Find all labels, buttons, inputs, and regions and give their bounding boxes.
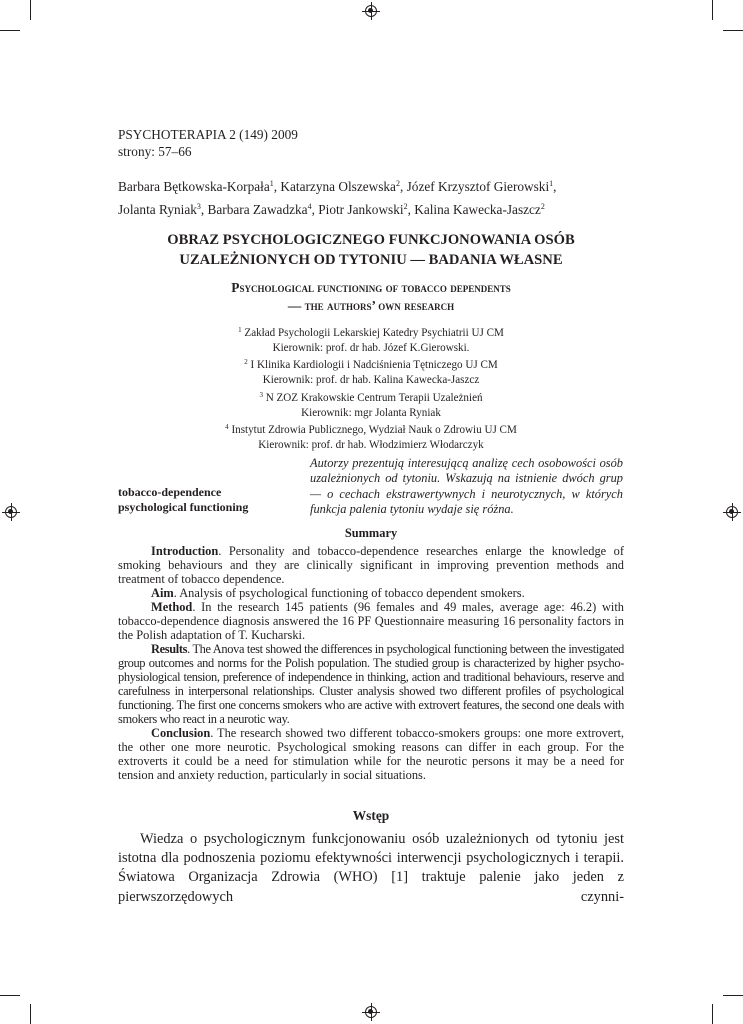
author-name: Kalina Kawecka-Jaszcz	[414, 202, 541, 217]
summary-conclusion: Conclusion. The research showed two different tobacco-smokers groups: one more extrovert, the other one more neurotic. Psychological smoking reasons can differ in each group. For the extroverts it could be a need for stimulation while for the neurotic persons it may be a need for tension and anxiety reduction, particularly in social situations.	[118, 726, 624, 782]
affiliation-head: Kierownik: prof. dr hab. Włodzimierz Włodarczyk	[258, 438, 484, 451]
article-title-polish: OBRAZ PSYCHOLOGICZNEGO FUNKCJONOWANIA OSÓB UZALEŻNIONYCH OD TYTONIU — BADANIA WŁASNE	[167, 232, 575, 268]
crop-mark-tr-v	[712, 0, 713, 20]
summary-results: Results. The Anova test showed the differences in psychological functioning between the investigated group outcomes and norms for the Polish population. The studied group is characterized by higher psycho-physiological tension, preference of independence in thinking, action and traditional behaviours, reserve and carefulness in interpersonal relationships. Cluster analysis showed two different profiles of psychological functioning. The first one concerns smokers who are active with extrovert features, the second one deals with smokers who react in a neurotic way.	[118, 642, 624, 726]
registration-mark-left-icon	[5, 506, 17, 518]
crop-mark-br-v	[712, 1004, 713, 1024]
keywords	[118, 485, 248, 515]
abstract-polish: Autorzy prezentują interesującą analizę cech osobowości osób uzależnionych od tytoniu. Wskazują na istnienie dwóch grup — o cechach ekstrawertywnych i neurotycznych, w których funkcja palenia tytoniu wydaje się różna.	[310, 456, 623, 516]
keyword: tobacco-dependence	[118, 485, 222, 499]
crop-mark-bl-v	[30, 1004, 31, 1024]
summary-heading: Summary	[344, 526, 398, 540]
author-name: Barbara Bętkowska-Korpała	[118, 179, 270, 194]
registration-mark-top-icon	[365, 5, 377, 17]
registration-mark-bottom-icon	[365, 1006, 377, 1018]
journal-header	[118, 126, 298, 160]
crop-mark-tl-h	[0, 30, 20, 31]
author-affiliation-number: 1	[269, 179, 274, 188]
author-affiliation-number: 4	[307, 202, 312, 211]
section-heading-intro: Wstęp	[352, 808, 390, 823]
crop-mark-tl-v	[30, 0, 31, 20]
affiliation-unit: $^3$ N ZOZ Krakowskie Centrum Terapii Uzależnień	[259, 390, 483, 404]
author-affiliation-number: 2	[540, 202, 545, 211]
affiliation-unit: $^2$ I Klinika Kardiologii i Nadciśnienia Tętniczego UJ CM	[244, 358, 498, 372]
affiliation-unit: $^1$ Zakład Psychologii Lekarskiej Katedry Psychiatrii UJ CM	[238, 326, 504, 339]
crop-mark-br-h	[723, 995, 743, 996]
author-affiliation-number: 1	[549, 179, 554, 188]
article-title-english: Psychological functioning of tobacco dependents — the authors’ own research	[231, 280, 511, 313]
journal-pages: strony: 57–66	[118, 144, 192, 159]
intro-paragraph: Wiedza o psychologicznym funkcjonowaniu osób uzależnionych od tytoniu jest istotna dla podnoszenia poziomu efektywności interwencji psychologicznych i terapii. Światowa Organizacja Zdrowia (WHO) [1] traktuje palenie jako jeden z pierwszorzędowych czynni-	[118, 831, 624, 905]
author-name: Józef Krzysztof Gierowski	[406, 179, 550, 194]
summary-introduction: Introduction. Personality and tobacco-dependence researches enlarge the knowledge of smoking behaviours and they are clinically significant in improving prevention methods and treatment of tobacco dependence.	[118, 544, 624, 586]
summary-aim: Aim. Analysis of psychological functioning of tobacco dependent smokers.	[151, 586, 525, 600]
author-affiliation-number: 2	[403, 202, 408, 211]
author-name: Piotr Jankowski	[318, 202, 404, 217]
author-affiliation-number: 2	[395, 179, 400, 188]
affiliations	[118, 323, 624, 453]
summary-body	[118, 544, 624, 782]
author-name: Katarzyna Olszewska	[280, 179, 396, 194]
journal-issue: PSYCHOTERAPIA 2 (149) 2009	[118, 127, 298, 142]
author-affiliation-number: 3	[196, 202, 201, 211]
affiliation-unit: $^4$ Instytut Zdrowia Publicznego, Wydział Nauk o Zdrowiu UJ CM	[225, 423, 517, 437]
affiliation-head: Kierownik: prof. dr hab. Kalina Kawecka-Jaszcz	[262, 374, 480, 387]
keyword: psychological functioning	[118, 500, 249, 514]
affiliation-head: Kierownik: prof. dr hab. Józef K.Gierowski.	[272, 341, 470, 354]
intro-body	[118, 830, 624, 926]
author-name: Barbara Zawadzka	[207, 202, 308, 217]
registration-mark-right-icon	[726, 506, 738, 518]
crop-mark-bl-h	[0, 995, 20, 996]
crop-mark-tr-h	[723, 30, 743, 31]
affiliation-head: Kierownik: mgr Jolanta Ryniak	[301, 406, 441, 419]
author-list: Barbara Bętkowska-Korpała$^1$, Katarzyna Olszewska$^2$, Józef Krzysztof Gierowski$^1$, Jolanta Ryniak$^3$, Barbara Zawadzka$^4$, Piotr Jankowski$^2$, Kalina Kawecka-Jaszcz$^2$	[118, 179, 557, 217]
author-name: Jolanta Ryniak	[118, 202, 197, 217]
summary-method: Method. In the research 145 patients (96 females and 49 males, average age: 46.2) with tobacco-dependence diagnosis answered the 16 PF Questionnaire measuring 16 personality factors in the Polish adaptation of T. Kucharski.	[118, 600, 624, 642]
